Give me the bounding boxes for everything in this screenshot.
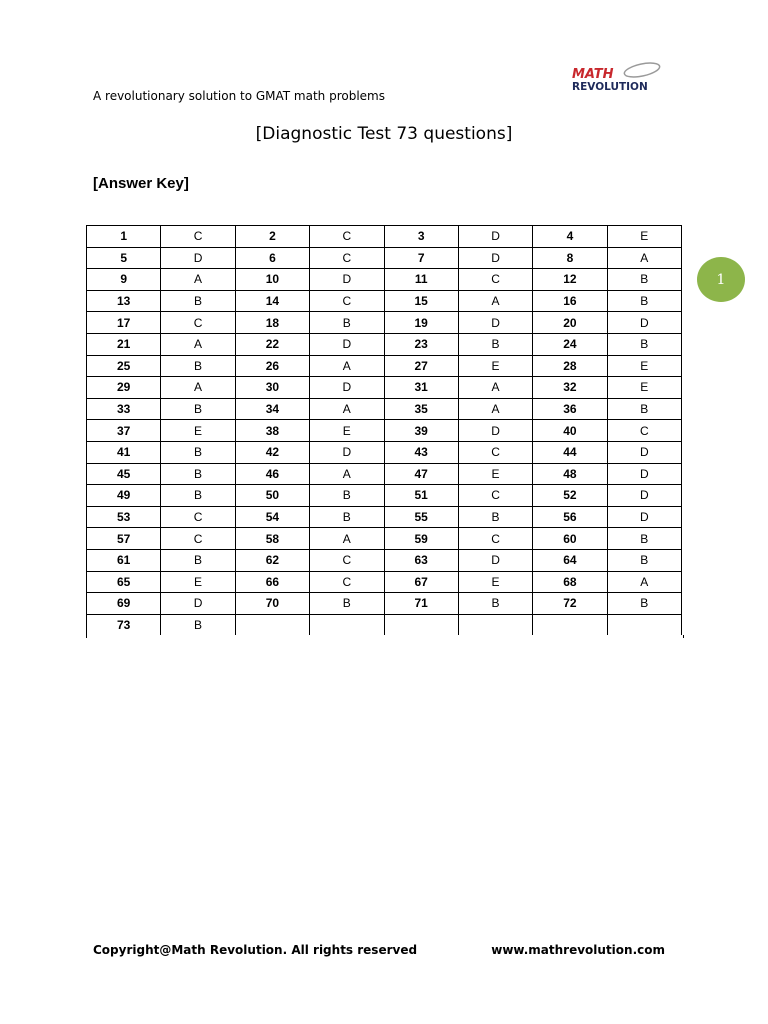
question-number-cell: 38 <box>235 420 309 442</box>
question-number-cell: 69 <box>87 593 161 615</box>
table-row <box>87 571 682 593</box>
question-number-cell: 30 <box>235 377 309 399</box>
answer-cell: B <box>161 463 235 485</box>
question-number-cell: 37 <box>87 420 161 442</box>
answer-cell: D <box>310 269 384 291</box>
answer-cell: E <box>607 226 681 248</box>
answer-cell: D <box>607 463 681 485</box>
question-number-cell: 40 <box>533 420 607 442</box>
answer-cell: D <box>161 247 235 269</box>
answer-cell: B <box>607 333 681 355</box>
answer-cell: B <box>310 593 384 615</box>
answer-cell: C <box>310 290 384 312</box>
question-number-cell: 5 <box>87 247 161 269</box>
question-number-cell: 66 <box>235 571 309 593</box>
question-number-cell: 41 <box>87 441 161 463</box>
table-end-ticks <box>86 635 684 638</box>
question-number-cell: 58 <box>235 528 309 550</box>
question-number-cell: 13 <box>87 290 161 312</box>
answer-cell: C <box>161 312 235 334</box>
answer-cell: A <box>161 269 235 291</box>
answer-cell: C <box>458 485 532 507</box>
answer-cell: B <box>161 614 235 635</box>
question-number-cell: 34 <box>235 398 309 420</box>
footer-copyright: Copyright@Math Revolution. All rights reserved <box>93 943 418 957</box>
table-row <box>87 290 682 312</box>
question-number-cell: 32 <box>533 377 607 399</box>
answer-cell: D <box>458 226 532 248</box>
question-number-cell <box>235 614 309 635</box>
question-number-cell: 44 <box>533 441 607 463</box>
question-number-cell: 39 <box>384 420 458 442</box>
answer-cell: D <box>458 312 532 334</box>
answer-cell <box>607 614 681 635</box>
table-row <box>87 614 682 635</box>
question-number-cell: 72 <box>533 593 607 615</box>
document-title: [Diagnostic Test 73 questions] <box>255 124 513 144</box>
answer-cell: E <box>458 355 532 377</box>
table-row <box>87 549 682 571</box>
answer-cell: E <box>607 377 681 399</box>
question-number-cell: 7 <box>384 247 458 269</box>
answer-key-table <box>86 225 682 635</box>
answer-cell: A <box>310 355 384 377</box>
question-number-cell: 11 <box>384 269 458 291</box>
question-number-cell: 59 <box>384 528 458 550</box>
answer-cell: E <box>310 420 384 442</box>
question-number-cell: 6 <box>235 247 309 269</box>
logo-line1: MATH <box>572 67 614 82</box>
answer-cell: D <box>310 377 384 399</box>
table-row <box>87 355 682 377</box>
answer-cell: E <box>458 463 532 485</box>
answer-cell: A <box>607 571 681 593</box>
question-number-cell: 1 <box>87 226 161 248</box>
question-number-cell: 70 <box>235 593 309 615</box>
question-number-cell <box>384 614 458 635</box>
question-number-cell: 20 <box>533 312 607 334</box>
question-number-cell: 46 <box>235 463 309 485</box>
answer-cell: D <box>607 441 681 463</box>
question-number-cell: 24 <box>533 333 607 355</box>
question-number-cell: 43 <box>384 441 458 463</box>
answer-cell: B <box>161 398 235 420</box>
answer-cell: C <box>161 226 235 248</box>
question-number-cell: 23 <box>384 333 458 355</box>
table-row <box>87 377 682 399</box>
table-row <box>87 485 682 507</box>
table-row <box>87 441 682 463</box>
answer-cell: B <box>458 593 532 615</box>
answer-cell: B <box>458 506 532 528</box>
answer-cell: A <box>161 333 235 355</box>
question-number-cell: 52 <box>533 485 607 507</box>
question-number-cell: 67 <box>384 571 458 593</box>
question-number-cell: 2 <box>235 226 309 248</box>
question-number-cell: 36 <box>533 398 607 420</box>
answer-cell: E <box>458 571 532 593</box>
question-number-cell: 49 <box>87 485 161 507</box>
question-number-cell: 55 <box>384 506 458 528</box>
answer-cell: A <box>310 528 384 550</box>
question-number-cell: 60 <box>533 528 607 550</box>
question-number-cell: 51 <box>384 485 458 507</box>
table-row <box>87 247 682 269</box>
answer-cell: D <box>607 506 681 528</box>
question-number-cell: 9 <box>87 269 161 291</box>
answer-cell: B <box>607 290 681 312</box>
question-number-cell: 45 <box>87 463 161 485</box>
answer-cell: A <box>310 398 384 420</box>
answer-cell: D <box>458 549 532 571</box>
answer-cell: A <box>458 398 532 420</box>
answer-cell: D <box>310 441 384 463</box>
table-row <box>87 269 682 291</box>
answer-key-heading: [Answer Key] <box>93 175 189 192</box>
question-number-cell: 25 <box>87 355 161 377</box>
question-number-cell: 12 <box>533 269 607 291</box>
question-number-cell: 3 <box>384 226 458 248</box>
table-row <box>87 528 682 550</box>
question-number-cell: 15 <box>384 290 458 312</box>
answer-cell: E <box>161 420 235 442</box>
answer-cell: C <box>310 226 384 248</box>
question-number-cell: 10 <box>235 269 309 291</box>
question-number-cell: 35 <box>384 398 458 420</box>
answer-cell: C <box>161 506 235 528</box>
answer-cell: B <box>607 269 681 291</box>
question-number-cell: 8 <box>533 247 607 269</box>
answer-cell: C <box>458 528 532 550</box>
question-number-cell: 62 <box>235 549 309 571</box>
answer-cell: B <box>310 506 384 528</box>
question-number-cell: 18 <box>235 312 309 334</box>
question-number-cell: 73 <box>87 614 161 635</box>
question-number-cell <box>533 614 607 635</box>
question-number-cell: 14 <box>235 290 309 312</box>
answer-cell: A <box>161 377 235 399</box>
question-number-cell: 65 <box>87 571 161 593</box>
question-number-cell: 56 <box>533 506 607 528</box>
question-number-cell: 19 <box>384 312 458 334</box>
answer-cell: A <box>310 463 384 485</box>
table-row <box>87 593 682 615</box>
question-number-cell: 26 <box>235 355 309 377</box>
question-number-cell: 47 <box>384 463 458 485</box>
answer-cell: B <box>607 593 681 615</box>
question-number-cell: 17 <box>87 312 161 334</box>
question-number-cell: 16 <box>533 290 607 312</box>
answer-cell: D <box>458 247 532 269</box>
answer-cell: B <box>161 485 235 507</box>
header-tagline: A revolutionary solution to GMAT math problems <box>93 89 385 103</box>
footer-website: www.mathrevolution.com <box>491 943 665 957</box>
answer-cell: E <box>161 571 235 593</box>
answer-cell: B <box>310 312 384 334</box>
table-row <box>87 226 682 248</box>
question-number-cell: 28 <box>533 355 607 377</box>
question-number-cell: 33 <box>87 398 161 420</box>
question-number-cell: 42 <box>235 441 309 463</box>
table-row <box>87 463 682 485</box>
question-number-cell: 57 <box>87 528 161 550</box>
question-number-cell: 63 <box>384 549 458 571</box>
answer-cell <box>458 614 532 635</box>
question-number-cell: 54 <box>235 506 309 528</box>
question-number-cell: 48 <box>533 463 607 485</box>
answer-cell <box>310 614 384 635</box>
answer-cell: E <box>607 355 681 377</box>
page-number-badge: 1 <box>697 257 745 302</box>
answer-cell: C <box>161 528 235 550</box>
answer-cell: B <box>161 441 235 463</box>
question-number-cell: 4 <box>533 226 607 248</box>
logo-line2: REVOLUTION <box>572 81 648 93</box>
answer-cell: C <box>458 269 532 291</box>
question-number-cell: 68 <box>533 571 607 593</box>
answer-cell: C <box>310 549 384 571</box>
answer-cell: A <box>458 290 532 312</box>
answer-cell: C <box>310 571 384 593</box>
table-row <box>87 420 682 442</box>
question-number-cell: 22 <box>235 333 309 355</box>
question-number-cell: 29 <box>87 377 161 399</box>
answer-cell: B <box>161 355 235 377</box>
question-number-cell: 61 <box>87 549 161 571</box>
question-number-cell: 31 <box>384 377 458 399</box>
question-number-cell: 71 <box>384 593 458 615</box>
table-row <box>87 398 682 420</box>
answer-cell: C <box>607 420 681 442</box>
question-number-cell: 53 <box>87 506 161 528</box>
answer-cell: B <box>161 549 235 571</box>
table-row <box>87 506 682 528</box>
answer-cell: B <box>607 528 681 550</box>
answer-cell: D <box>458 420 532 442</box>
answer-cell: B <box>607 549 681 571</box>
answer-cell: B <box>607 398 681 420</box>
question-number-cell: 64 <box>533 549 607 571</box>
answer-cell: B <box>161 290 235 312</box>
table-row <box>87 312 682 334</box>
math-revolution-logo <box>570 58 670 98</box>
answer-cell: A <box>607 247 681 269</box>
table-row <box>87 333 682 355</box>
answer-cell: C <box>310 247 384 269</box>
answer-cell: D <box>161 593 235 615</box>
answer-cell: A <box>458 377 532 399</box>
answer-cell: B <box>310 485 384 507</box>
answer-cell: D <box>607 485 681 507</box>
question-number-cell: 50 <box>235 485 309 507</box>
question-number-cell: 21 <box>87 333 161 355</box>
answer-cell: D <box>607 312 681 334</box>
answer-cell: B <box>458 333 532 355</box>
answer-cell: C <box>458 441 532 463</box>
answer-cell: D <box>310 333 384 355</box>
question-number-cell: 27 <box>384 355 458 377</box>
